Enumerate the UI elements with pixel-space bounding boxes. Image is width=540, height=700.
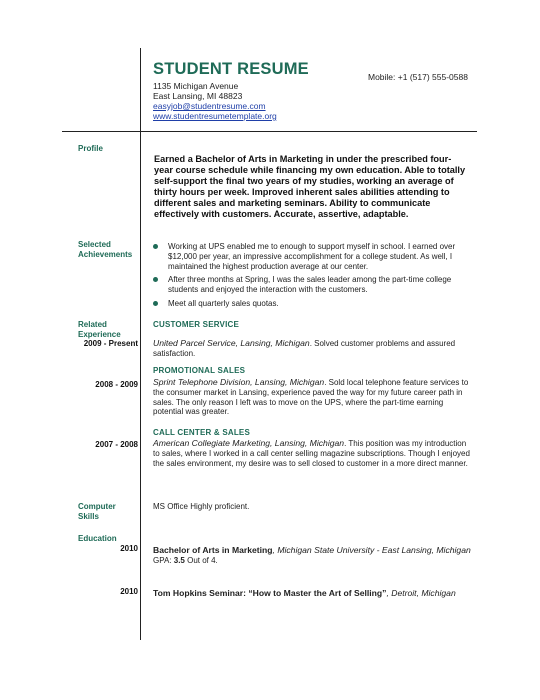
skills-label-line2: Skills xyxy=(78,511,99,521)
education-entry: Bachelor of Arts in Marketing, Michigan State University - East Lansing, Michigan GPA: 3.5 Out of 4. xyxy=(153,545,471,566)
bullet-icon xyxy=(153,301,158,306)
job-description: American Collegiate Marketing, Lansing, Michigan. This position was my introduction to sales, where I worked in a call center selling magazine subscriptions. Though I enjoyed the sales environment, my desire was to sell closed to customer in a more direct manner. xyxy=(153,438,470,468)
job-description: United Parcel Service, Lansing, Michigan. Solved customer problems and assured satisfaction. xyxy=(153,338,456,358)
horizontal-divider xyxy=(62,131,477,132)
education-school: , Detroit, Michigan xyxy=(386,588,456,598)
education-degree: Bachelor of Arts in Marketing xyxy=(153,545,273,555)
achievements-label-line1: Selected xyxy=(78,240,111,249)
job-title: PROMOTIONAL SALES xyxy=(153,366,246,375)
address-line1: 1135 Michigan Avenue xyxy=(153,81,239,91)
job-years: 2008 - 2009 xyxy=(95,380,138,389)
experience-label-line2: Experience xyxy=(78,329,121,339)
job-company: United Parcel Service, Lansing, Michigan xyxy=(153,338,310,348)
job-years: 2007 - 2008 xyxy=(95,440,138,449)
job-company: American Collegiate Marketing, Lansing, Michigan xyxy=(153,438,345,448)
list-item: Working at UPS enabled me to enough to support myself in school. I earned over $12,000 per year, an impressive accomplishment for a college student. As well, I maintained the highest production average at our center. xyxy=(152,242,472,271)
job-title: CUSTOMER SERVICE xyxy=(153,320,240,329)
address-line2: East Lansing, MI 48823 xyxy=(153,91,243,101)
education-degree: Tom Hopkins Seminar: “How to Master the Art of Selling” xyxy=(153,588,387,598)
job-company: Sprint Telephone Division, Lansing, Michigan xyxy=(153,377,325,387)
email-link[interactable]: easyjob@studentresume.com xyxy=(153,101,266,111)
mobile-phone: Mobile: +1 (517) 555-0588 xyxy=(368,72,468,82)
list-item: After three months at Spring, I was the sales leader among the part-time college students and enjoyed the interaction with the customers. xyxy=(152,275,472,295)
bullet-icon xyxy=(153,277,158,282)
skills-text: MS Office Highly proficient. xyxy=(153,502,250,511)
skills-label xyxy=(78,502,138,521)
skills-label-line1: Computer xyxy=(78,502,116,511)
website-link[interactable]: www.studentresumetemplate.org xyxy=(153,111,277,121)
achievements-label xyxy=(78,240,138,259)
resume-title: STUDENT RESUME xyxy=(153,60,309,78)
achievements-label-line2: Achievements xyxy=(78,249,133,259)
job-description: Sprint Telephone Division, Lansing, Michigan. Sold local telephone feature services to the consumer market in Lansing, experience paved the way for my future career path in sales. The only reason I left was to move on the UPS, where the part-time earning potential was greater. xyxy=(153,377,469,417)
profile-text: Earned a Bachelor of Arts in Marketing in under the prescribed four-year course schedule while financing my own education. Able to totally self-support the final two years of my studies, working an average of thirty hours per week. Improved inherent sales abilities attending to different sales and marketing seminars. Ability to communicate effectively with customers. Accurate, assertive, adaptable. xyxy=(154,154,466,219)
education-year: 2010 xyxy=(120,587,138,596)
experience-label-line1: Related xyxy=(78,320,107,329)
website-link-row xyxy=(153,111,277,121)
job-years: 2009 - Present xyxy=(83,339,138,348)
experience-label xyxy=(78,320,138,339)
education-entry xyxy=(153,588,471,598)
education-school: , Michigan State University - East Lansing, Michigan xyxy=(272,545,471,555)
list-item: Meet all quarterly sales quotas. xyxy=(152,299,472,309)
job-title: CALL CENTER & SALES xyxy=(153,428,250,437)
gpa-value: 3.5 xyxy=(173,556,185,566)
achievements-list xyxy=(152,242,472,313)
vertical-divider xyxy=(140,48,141,640)
bullet-icon xyxy=(153,244,158,249)
education-year: 2010 xyxy=(120,544,138,553)
email-link-row xyxy=(153,101,266,111)
profile-label: Profile xyxy=(78,144,103,153)
education-label: Education xyxy=(78,534,117,543)
